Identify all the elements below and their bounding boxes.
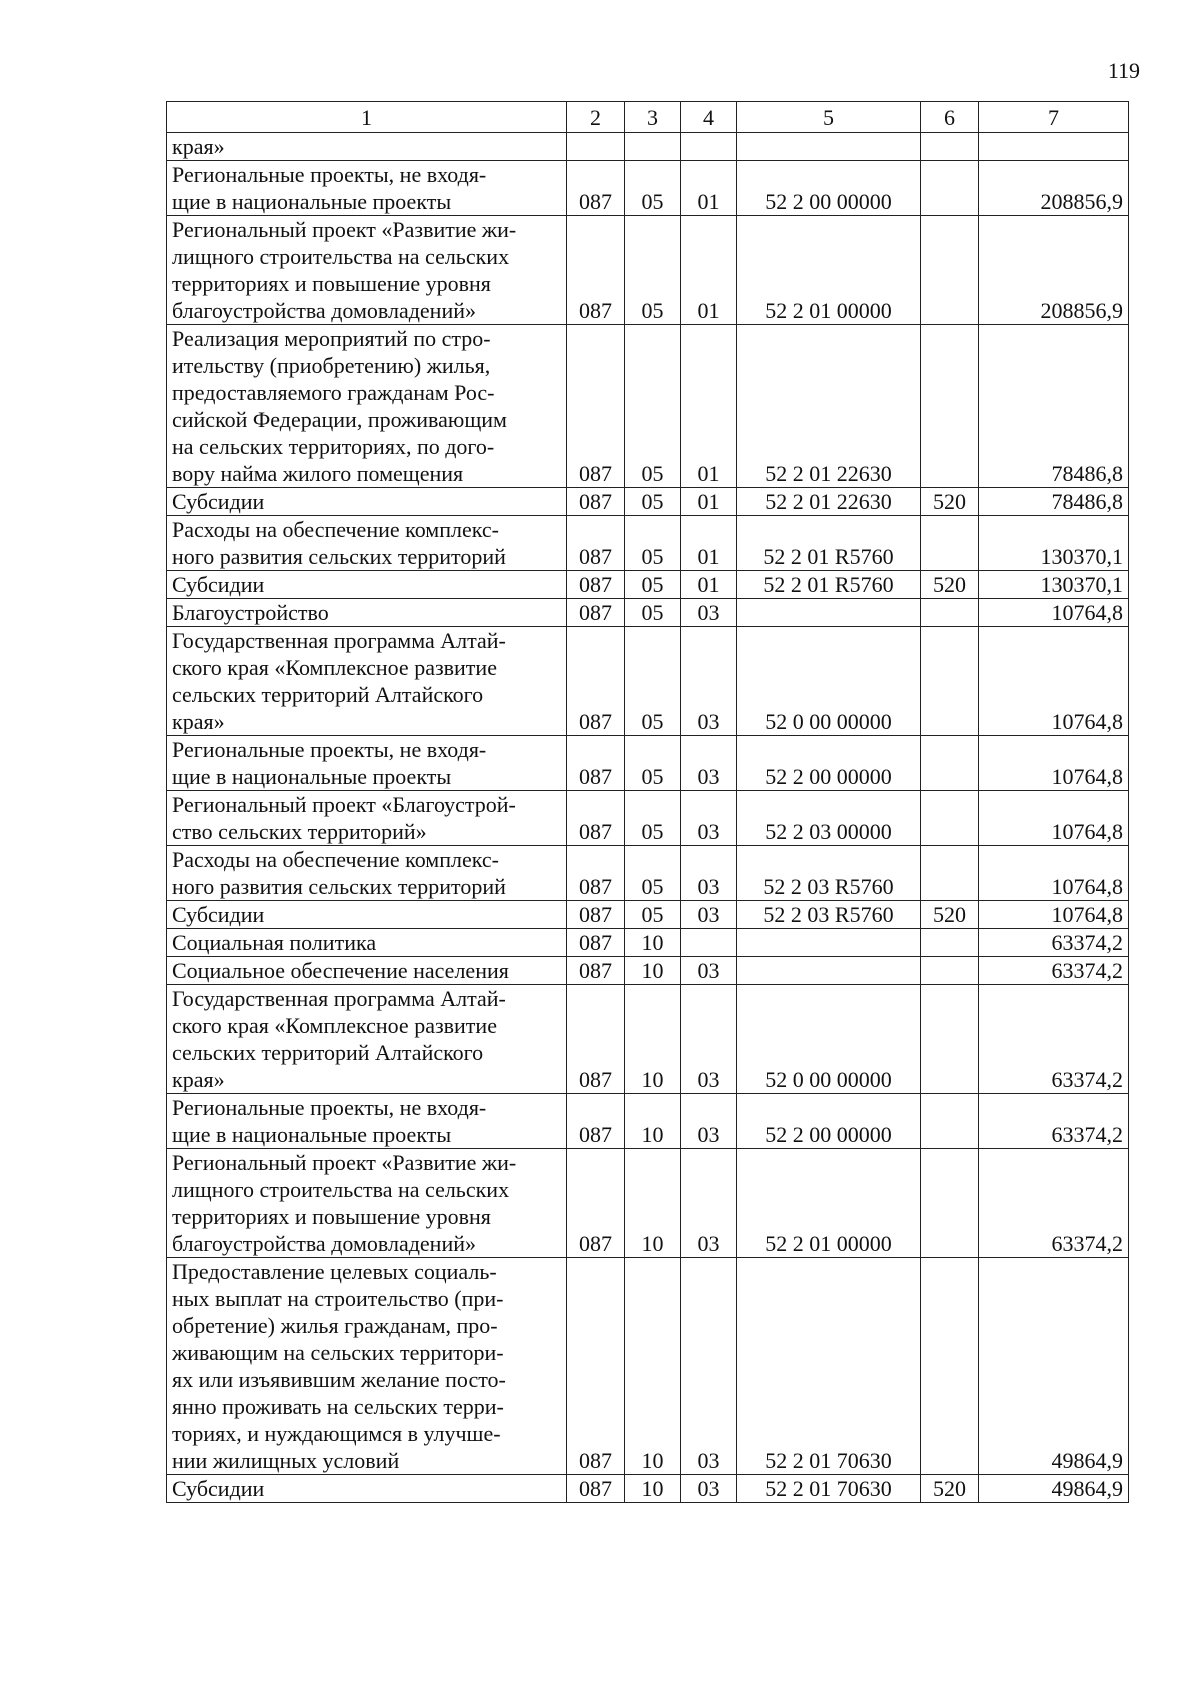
row-col-3-cell: 05 — [625, 627, 681, 736]
row-col-3-cell: 05 — [625, 325, 681, 488]
row-col-3-cell: 05 — [625, 516, 681, 571]
row-col-4-cell: 03 — [681, 1475, 737, 1503]
row-col-3-cell: 10 — [625, 1258, 681, 1475]
row-col-4-cell: 01 — [681, 571, 737, 599]
row-col-2-cell: 087 — [567, 985, 625, 1094]
row-col-6-cell: 520 — [921, 488, 979, 516]
row-col-3-cell: 05 — [625, 846, 681, 901]
row-col-5-cell: 52 0 00 00000 — [737, 985, 921, 1094]
row-col-5-cell: 52 0 00 00000 — [737, 627, 921, 736]
table-row — [167, 1475, 1129, 1503]
row-col-3-cell: 10 — [625, 1094, 681, 1149]
row-name-cell: Расходы на обеспечение комплекс- ного развития сельских территорий — [167, 846, 567, 901]
row-col-5-cell: 52 2 00 00000 — [737, 1094, 921, 1149]
header-col-4: 4 — [681, 102, 737, 133]
row-name-cell: Предоставление целевых социаль- ных выплат на строительство (при- обретение) жилья гражданам, про- живающим на сельских территори- ях или изъявившим желание посто- янно проживать на сельских терри- ториях, и нуждающимся в улучше- нии жилищных условий — [167, 1258, 567, 1475]
row-col-2-cell: 087 — [567, 516, 625, 571]
row-col-4-cell — [681, 929, 737, 957]
row-col-7-cell: 208856,9 — [979, 161, 1129, 216]
row-col-5-cell — [737, 929, 921, 957]
row-col-2-cell: 087 — [567, 901, 625, 929]
row-col-4-cell — [681, 133, 737, 161]
row-col-3-cell — [625, 133, 681, 161]
row-col-6-cell — [921, 216, 979, 325]
row-col-3-cell: 05 — [625, 488, 681, 516]
row-col-4-cell: 03 — [681, 1149, 737, 1258]
row-col-7-cell: 208856,9 — [979, 216, 1129, 325]
table-row — [167, 957, 1129, 985]
row-col-4-cell: 03 — [681, 957, 737, 985]
row-col-5-cell: 52 2 01 70630 — [737, 1475, 921, 1503]
table-row — [167, 901, 1129, 929]
table-row — [167, 791, 1129, 846]
row-col-7-cell: 10764,8 — [979, 627, 1129, 736]
row-col-3-cell: 10 — [625, 929, 681, 957]
row-col-4-cell: 03 — [681, 901, 737, 929]
row-col-3-cell: 05 — [625, 216, 681, 325]
page-number: 119 — [1107, 58, 1140, 83]
row-name-cell: Реализация мероприятий по стро- ительству (приобретению) жилья, предоставляемого гражданам Рос- сийской Федерации, проживающим на сельских территориях, по дого- вору найма жилого помещения — [167, 325, 567, 488]
row-col-3-cell: 10 — [625, 1149, 681, 1258]
row-col-7-cell: 78486,8 — [979, 325, 1129, 488]
header-col-7: 7 — [979, 102, 1129, 133]
row-col-5-cell: 52 2 01 R5760 — [737, 571, 921, 599]
row-col-6-cell — [921, 929, 979, 957]
row-col-2-cell: 087 — [567, 1149, 625, 1258]
row-col-7-cell: 10764,8 — [979, 736, 1129, 791]
row-name-cell: Субсидии — [167, 488, 567, 516]
row-col-3-cell: 10 — [625, 1475, 681, 1503]
row-col-4-cell: 01 — [681, 325, 737, 488]
table-row — [167, 516, 1129, 571]
row-col-5-cell: 52 2 01 00000 — [737, 1149, 921, 1258]
row-col-2-cell: 087 — [567, 161, 625, 216]
row-col-4-cell: 01 — [681, 488, 737, 516]
row-name-cell: Субсидии — [167, 571, 567, 599]
row-name-cell: Региональный проект «Развитие жи- лищного строительства на сельских территориях и повышение уровня благоустройства домовладений» — [167, 1149, 567, 1258]
header-col-1: 1 — [167, 102, 567, 133]
row-col-2-cell — [567, 133, 625, 161]
row-col-2-cell: 087 — [567, 736, 625, 791]
row-col-6-cell — [921, 1258, 979, 1475]
row-col-7-cell: 10764,8 — [979, 901, 1129, 929]
table-row — [167, 1149, 1129, 1258]
row-name-cell: Региональный проект «Развитие жи- лищного строительства на сельских территориях и повышение уровня благоустройства домовладений» — [167, 216, 567, 325]
row-col-2-cell: 087 — [567, 791, 625, 846]
table-row — [167, 627, 1129, 736]
row-col-2-cell: 087 — [567, 627, 625, 736]
row-col-2-cell: 087 — [567, 599, 625, 627]
row-col-6-cell — [921, 627, 979, 736]
row-col-5-cell: 52 2 00 00000 — [737, 736, 921, 791]
table-row — [167, 599, 1129, 627]
row-col-7-cell: 10764,8 — [979, 791, 1129, 846]
row-col-4-cell: 03 — [681, 791, 737, 846]
row-col-4-cell: 03 — [681, 1258, 737, 1475]
row-col-6-cell — [921, 133, 979, 161]
table-row — [167, 1094, 1129, 1149]
row-col-7-cell: 63374,2 — [979, 929, 1129, 957]
row-col-5-cell: 52 2 01 70630 — [737, 1258, 921, 1475]
row-name-cell: края» — [167, 133, 567, 161]
row-col-2-cell: 087 — [567, 488, 625, 516]
row-col-4-cell: 03 — [681, 846, 737, 901]
row-col-7-cell: 63374,2 — [979, 957, 1129, 985]
table-row — [167, 325, 1129, 488]
row-col-6-cell — [921, 957, 979, 985]
row-name-cell: Государственная программа Алтай- ского края «Комплексное развитие сельских территорий Алтайского края» — [167, 627, 567, 736]
row-col-2-cell: 087 — [567, 216, 625, 325]
row-col-7-cell: 49864,9 — [979, 1258, 1129, 1475]
table-row — [167, 488, 1129, 516]
row-col-6-cell — [921, 516, 979, 571]
table-row — [167, 216, 1129, 325]
row-col-3-cell: 10 — [625, 957, 681, 985]
row-name-cell: Субсидии — [167, 1475, 567, 1503]
row-name-cell: Государственная программа Алтай- ского края «Комплексное развитие сельских территорий Алтайского края» — [167, 985, 567, 1094]
row-col-4-cell: 03 — [681, 627, 737, 736]
row-col-6-cell — [921, 846, 979, 901]
row-col-4-cell: 03 — [681, 599, 737, 627]
row-col-2-cell: 087 — [567, 1094, 625, 1149]
row-col-6-cell — [921, 791, 979, 846]
header-row — [167, 102, 1129, 133]
row-col-6-cell — [921, 736, 979, 791]
row-col-7-cell: 130370,1 — [979, 516, 1129, 571]
row-col-2-cell: 087 — [567, 957, 625, 985]
row-col-5-cell — [737, 133, 921, 161]
row-col-3-cell: 05 — [625, 599, 681, 627]
row-name-cell: Субсидии — [167, 901, 567, 929]
row-col-6-cell — [921, 599, 979, 627]
row-col-5-cell: 52 2 01 22630 — [737, 325, 921, 488]
row-col-6-cell — [921, 325, 979, 488]
row-col-4-cell: 01 — [681, 216, 737, 325]
table-row — [167, 929, 1129, 957]
row-col-6-cell — [921, 985, 979, 1094]
row-col-7-cell: 130370,1 — [979, 571, 1129, 599]
row-col-5-cell — [737, 957, 921, 985]
row-col-7-cell: 10764,8 — [979, 846, 1129, 901]
row-col-6-cell — [921, 1149, 979, 1258]
row-col-7-cell: 63374,2 — [979, 1149, 1129, 1258]
row-col-5-cell: 52 2 00 00000 — [737, 161, 921, 216]
row-col-2-cell: 087 — [567, 571, 625, 599]
row-col-4-cell: 01 — [681, 516, 737, 571]
row-col-7-cell: 63374,2 — [979, 1094, 1129, 1149]
row-col-5-cell: 52 2 03 R5760 — [737, 901, 921, 929]
row-col-3-cell: 05 — [625, 791, 681, 846]
row-col-3-cell: 05 — [625, 571, 681, 599]
row-col-4-cell: 03 — [681, 736, 737, 791]
table-row — [167, 1258, 1129, 1475]
row-col-4-cell: 03 — [681, 1094, 737, 1149]
row-col-6-cell: 520 — [921, 901, 979, 929]
row-name-cell: Региональные проекты, не входя- щие в национальные проекты — [167, 736, 567, 791]
row-col-6-cell: 520 — [921, 1475, 979, 1503]
row-col-7-cell: 63374,2 — [979, 985, 1129, 1094]
table-row — [167, 736, 1129, 791]
row-col-3-cell: 05 — [625, 161, 681, 216]
row-name-cell: Расходы на обеспечение комплекс- ного развития сельских территорий — [167, 516, 567, 571]
header-col-6: 6 — [921, 102, 979, 133]
row-col-3-cell: 05 — [625, 901, 681, 929]
table-row — [167, 985, 1129, 1094]
header-col-2: 2 — [567, 102, 625, 133]
row-name-cell: Социальная политика — [167, 929, 567, 957]
row-col-2-cell: 087 — [567, 325, 625, 488]
table-row — [167, 133, 1129, 161]
row-col-6-cell: 520 — [921, 571, 979, 599]
table-row — [167, 161, 1129, 216]
row-col-7-cell — [979, 133, 1129, 161]
row-col-7-cell: 10764,8 — [979, 599, 1129, 627]
row-name-cell: Благоустройство — [167, 599, 567, 627]
row-col-6-cell — [921, 161, 979, 216]
row-name-cell: Региональные проекты, не входя- щие в национальные проекты — [167, 1094, 567, 1149]
table-row — [167, 846, 1129, 901]
row-name-cell: Социальное обеспечение населения — [167, 957, 567, 985]
table-body — [167, 133, 1129, 1503]
row-col-4-cell: 03 — [681, 985, 737, 1094]
table-row — [167, 571, 1129, 599]
row-col-2-cell: 087 — [567, 1475, 625, 1503]
row-col-7-cell: 49864,9 — [979, 1475, 1129, 1503]
row-col-7-cell: 78486,8 — [979, 488, 1129, 516]
header-col-5: 5 — [737, 102, 921, 133]
row-col-2-cell: 087 — [567, 1258, 625, 1475]
row-col-5-cell: 52 2 03 R5760 — [737, 846, 921, 901]
row-col-4-cell: 01 — [681, 161, 737, 216]
row-col-5-cell: 52 2 03 00000 — [737, 791, 921, 846]
row-name-cell: Региональные проекты, не входя- щие в национальные проекты — [167, 161, 567, 216]
row-col-2-cell: 087 — [567, 929, 625, 957]
header-col-3: 3 — [625, 102, 681, 133]
row-name-cell: Региональный проект «Благоустрой- ство сельских территорий» — [167, 791, 567, 846]
row-col-5-cell: 52 2 01 R5760 — [737, 516, 921, 571]
row-col-2-cell: 087 — [567, 846, 625, 901]
row-col-5-cell — [737, 599, 921, 627]
row-col-3-cell: 10 — [625, 985, 681, 1094]
row-col-3-cell: 05 — [625, 736, 681, 791]
budget-table — [166, 101, 1129, 1503]
row-col-5-cell: 52 2 01 00000 — [737, 216, 921, 325]
row-col-6-cell — [921, 1094, 979, 1149]
row-col-5-cell: 52 2 01 22630 — [737, 488, 921, 516]
